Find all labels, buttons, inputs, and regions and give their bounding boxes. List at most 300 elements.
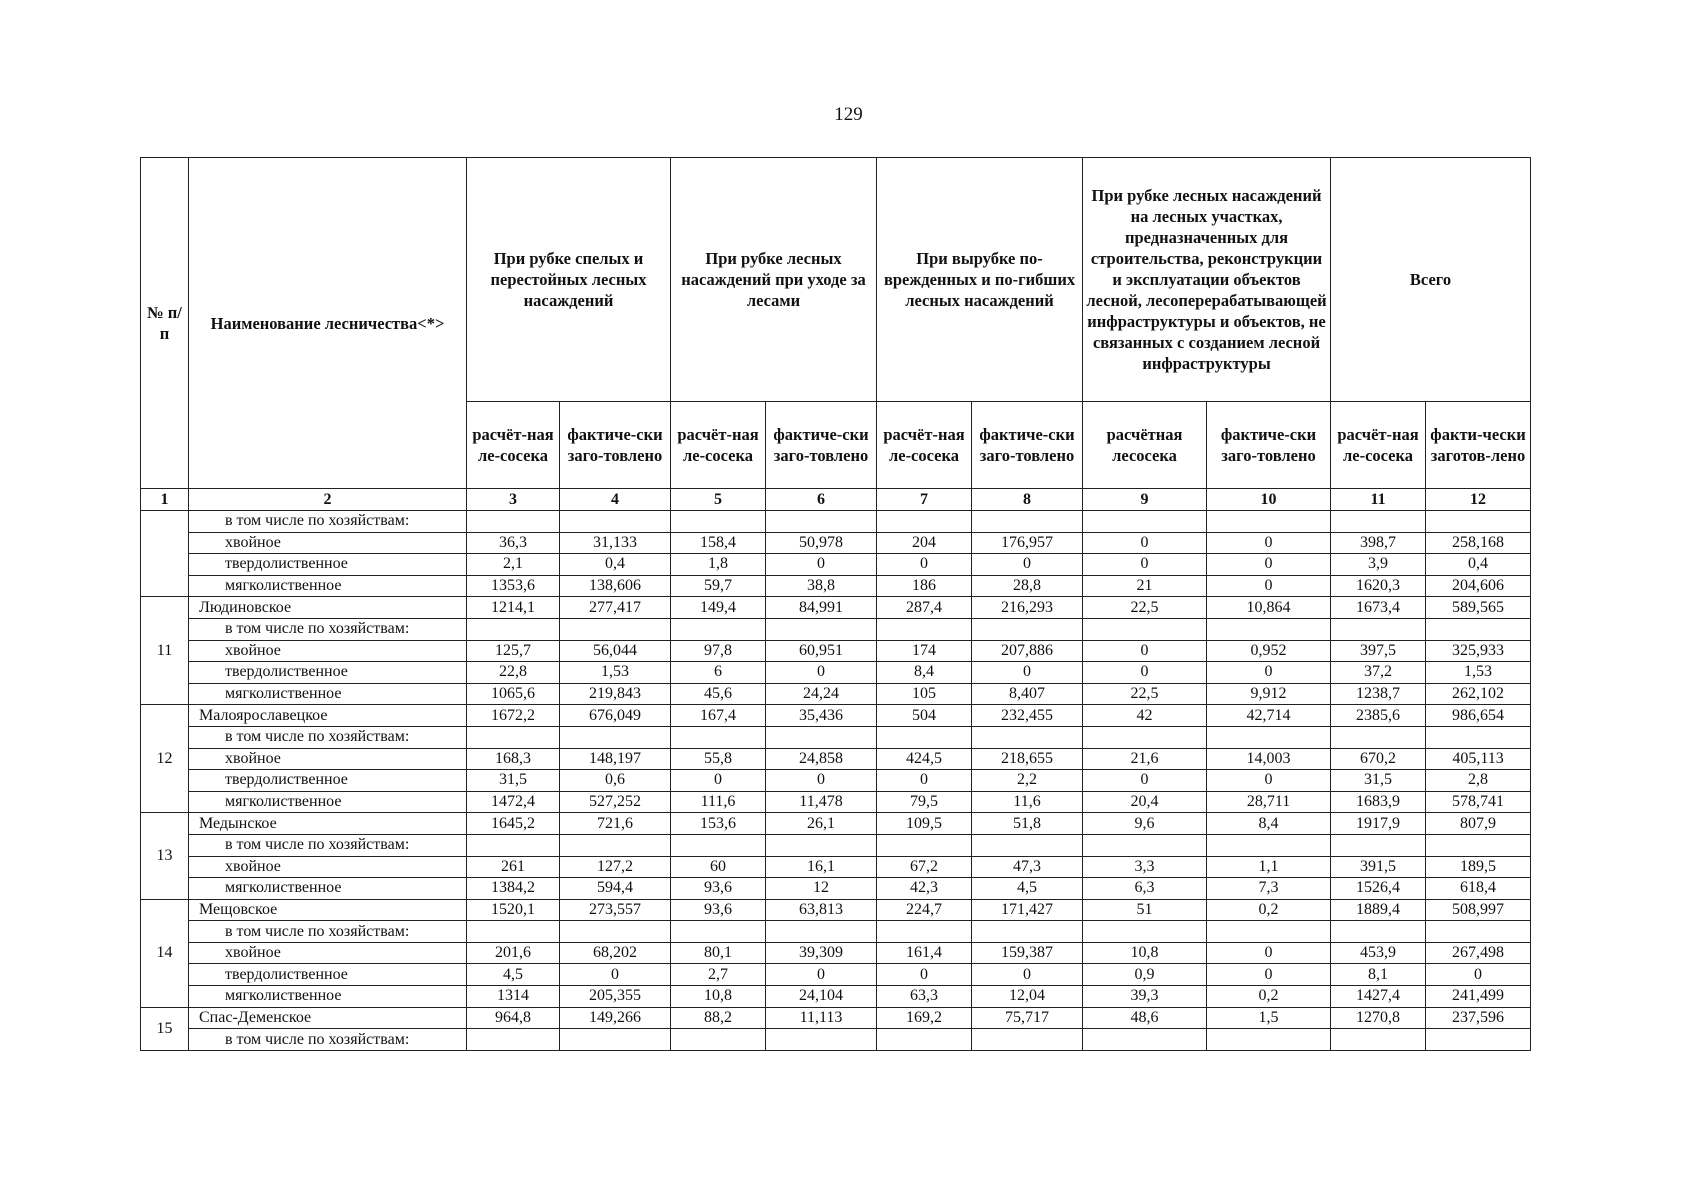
value-cell: 0: [877, 964, 972, 986]
value-cell: [766, 511, 877, 533]
value-cell: [1331, 511, 1426, 533]
value-cell: [1207, 511, 1331, 533]
value-cell: 79,5: [877, 791, 972, 813]
value-cell: 670,2: [1331, 748, 1426, 770]
value-cell: 50,978: [766, 532, 877, 554]
value-cell: 1673,4: [1331, 597, 1426, 619]
value-cell: 4,5: [972, 878, 1083, 900]
value-cell: 204,606: [1426, 575, 1531, 597]
value-cell: 153,6: [671, 813, 766, 835]
value-cell: 67,2: [877, 856, 972, 878]
value-cell: 807,9: [1426, 813, 1531, 835]
value-cell: 721,6: [560, 813, 671, 835]
forestry-name: мягколиственное: [189, 791, 467, 813]
value-cell: 105: [877, 683, 972, 705]
value-cell: 277,417: [560, 597, 671, 619]
value-cell: 171,427: [972, 899, 1083, 921]
forestry-name: Мещовское: [189, 899, 467, 921]
forestry-name: хвойное: [189, 532, 467, 554]
value-cell: 47,3: [972, 856, 1083, 878]
table-row: [141, 791, 1531, 813]
table-row: [141, 986, 1531, 1008]
value-cell: 0: [1207, 770, 1331, 792]
value-cell: 205,355: [560, 986, 671, 1008]
value-cell: [1331, 1029, 1426, 1051]
value-cell: [972, 921, 1083, 943]
value-cell: 31,5: [467, 770, 560, 792]
value-cell: 424,5: [877, 748, 972, 770]
page-number: 129: [834, 104, 863, 125]
value-cell: [877, 618, 972, 640]
value-cell: 207,886: [972, 640, 1083, 662]
value-cell: 1353,6: [467, 575, 560, 597]
value-cell: 405,113: [1426, 748, 1531, 770]
value-cell: 93,6: [671, 878, 766, 900]
value-cell: [467, 618, 560, 640]
value-cell: 508,997: [1426, 899, 1531, 921]
table-row: [141, 942, 1531, 964]
value-cell: 3,9: [1331, 554, 1426, 576]
value-cell: 16,1: [766, 856, 877, 878]
value-cell: 0: [972, 662, 1083, 684]
value-cell: [1083, 834, 1207, 856]
value-cell: 398,7: [1331, 532, 1426, 554]
value-cell: 159,387: [972, 942, 1083, 964]
value-cell: 28,711: [1207, 791, 1331, 813]
value-cell: [560, 921, 671, 943]
value-cell: 986,654: [1426, 705, 1531, 727]
forestry-name: твердолиственное: [189, 964, 467, 986]
value-cell: 11,478: [766, 791, 877, 813]
value-cell: [1083, 1029, 1207, 1051]
header-damaged-stands: При вырубке по-врежденных и по-гибших лесных насаждений: [877, 158, 1083, 402]
forestry-name: в том числе по хозяйствам:: [189, 511, 467, 533]
value-cell: [1207, 834, 1331, 856]
value-cell: 1384,2: [467, 878, 560, 900]
value-cell: 39,3: [1083, 986, 1207, 1008]
value-cell: 14,003: [1207, 748, 1331, 770]
value-cell: 28,8: [972, 575, 1083, 597]
value-cell: 0: [560, 964, 671, 986]
value-cell: [766, 1029, 877, 1051]
column-number: 9: [1083, 489, 1207, 511]
value-cell: 216,293: [972, 597, 1083, 619]
value-cell: 2,1: [467, 554, 560, 576]
value-cell: 1520,1: [467, 899, 560, 921]
forestry-name: мягколиственное: [189, 986, 467, 1008]
value-cell: 56,044: [560, 640, 671, 662]
value-cell: 31,5: [1331, 770, 1426, 792]
value-cell: 8,4: [877, 662, 972, 684]
subheader-calc-full: расчётная лесосека: [1083, 402, 1207, 489]
column-number: 5: [671, 489, 766, 511]
value-cell: 88,2: [671, 1007, 766, 1029]
value-cell: 68,202: [560, 942, 671, 964]
value-cell: [671, 618, 766, 640]
value-cell: [766, 726, 877, 748]
value-cell: 35,436: [766, 705, 877, 727]
value-cell: [1331, 618, 1426, 640]
value-cell: 31,133: [560, 532, 671, 554]
value-cell: [1083, 511, 1207, 533]
value-cell: 0: [1083, 640, 1207, 662]
value-cell: 453,9: [1331, 942, 1426, 964]
value-cell: 391,5: [1331, 856, 1426, 878]
table-row: [141, 597, 1531, 619]
value-cell: [1331, 726, 1426, 748]
header-ripe-stands: При рубке спелых и перестойных лесных насаждений: [467, 158, 671, 402]
row-number: 14: [141, 899, 189, 1007]
forestry-name: в том числе по хозяйствам:: [189, 921, 467, 943]
value-cell: 24,104: [766, 986, 877, 1008]
subheader-calc: расчёт-ная ле-сосека: [467, 402, 560, 489]
value-cell: 161,4: [877, 942, 972, 964]
table-row: [141, 878, 1531, 900]
value-cell: 0: [766, 770, 877, 792]
value-cell: 36,3: [467, 532, 560, 554]
forestry-name: хвойное: [189, 640, 467, 662]
value-cell: 84,991: [766, 597, 877, 619]
value-cell: 45,6: [671, 683, 766, 705]
value-cell: 0,4: [1426, 554, 1531, 576]
value-cell: 224,7: [877, 899, 972, 921]
value-cell: [1083, 921, 1207, 943]
value-cell: [972, 834, 1083, 856]
value-cell: 51: [1083, 899, 1207, 921]
value-cell: 0: [1207, 554, 1331, 576]
table-row: [141, 705, 1531, 727]
value-cell: 176,957: [972, 532, 1083, 554]
value-cell: [766, 921, 877, 943]
table-row: [141, 964, 1531, 986]
value-cell: 1526,4: [1331, 878, 1426, 900]
table-row: [141, 1007, 1531, 1029]
value-cell: 2,8: [1426, 770, 1531, 792]
value-cell: [766, 834, 877, 856]
value-cell: [467, 726, 560, 748]
column-number: 4: [560, 489, 671, 511]
value-cell: [467, 834, 560, 856]
column-number: 7: [877, 489, 972, 511]
value-cell: 22,5: [1083, 683, 1207, 705]
value-cell: 287,4: [877, 597, 972, 619]
value-cell: [1426, 726, 1531, 748]
value-cell: 75,717: [972, 1007, 1083, 1029]
value-cell: 0: [1207, 942, 1331, 964]
forestry-name: в том числе по хозяйствам:: [189, 1029, 467, 1051]
value-cell: [560, 618, 671, 640]
value-cell: 1,53: [560, 662, 671, 684]
value-cell: 158,4: [671, 532, 766, 554]
value-cell: 504: [877, 705, 972, 727]
forestry-name: в том числе по хозяйствам:: [189, 726, 467, 748]
value-cell: 1672,2: [467, 705, 560, 727]
value-cell: [972, 618, 1083, 640]
value-cell: 168,3: [467, 748, 560, 770]
value-cell: [1331, 921, 1426, 943]
value-cell: 24,858: [766, 748, 877, 770]
forestry-name: в том числе по хозяйствам:: [189, 618, 467, 640]
table-row: [141, 921, 1531, 943]
header-construction-plots: При рубке лесных насаждений на лесных участках, предназначенных для строительства, реконструкции и эксплуатации объектов лесной, лесоперерабатывающей инфраструктуры и объектов, не связанных с созданием лесной инфраструктуры: [1083, 158, 1331, 402]
value-cell: 8,407: [972, 683, 1083, 705]
subheader-calc: расчёт-ная ле-сосека: [671, 402, 766, 489]
value-cell: [972, 1029, 1083, 1051]
value-cell: [671, 834, 766, 856]
column-number: 8: [972, 489, 1083, 511]
value-cell: 267,498: [1426, 942, 1531, 964]
forestry-name: Медынское: [189, 813, 467, 835]
value-cell: [1083, 726, 1207, 748]
value-cell: 51,8: [972, 813, 1083, 835]
value-cell: [671, 921, 766, 943]
value-cell: 0,2: [1207, 986, 1331, 1008]
header-care-logging: При рубке лесных насаждений при уходе за лесами: [671, 158, 877, 402]
value-cell: 11,6: [972, 791, 1083, 813]
value-cell: [1207, 618, 1331, 640]
value-cell: 0: [1083, 532, 1207, 554]
value-cell: 63,813: [766, 899, 877, 921]
subheader-fact: фактиче-ски заго-товлено: [766, 402, 877, 489]
value-cell: 189,5: [1426, 856, 1531, 878]
value-cell: 273,557: [560, 899, 671, 921]
column-number: 11: [1331, 489, 1426, 511]
subheader-fact-total: факти-чески заготов-лено: [1426, 402, 1531, 489]
header-row-number: № п/п: [141, 158, 189, 489]
value-cell: 0: [766, 964, 877, 986]
value-cell: 218,655: [972, 748, 1083, 770]
value-cell: 0,952: [1207, 640, 1331, 662]
logging-volume-table: [140, 157, 1531, 1051]
value-cell: 241,499: [1426, 986, 1531, 1008]
row-number: [141, 511, 189, 597]
value-cell: 111,6: [671, 791, 766, 813]
value-cell: 148,197: [560, 748, 671, 770]
column-number: 12: [1426, 489, 1531, 511]
value-cell: 3,3: [1083, 856, 1207, 878]
table-row: [141, 770, 1531, 792]
value-cell: 21,6: [1083, 748, 1207, 770]
value-cell: 186: [877, 575, 972, 597]
value-cell: 37,2: [1331, 662, 1426, 684]
value-cell: 127,2: [560, 856, 671, 878]
value-cell: 1,1: [1207, 856, 1331, 878]
value-cell: 0,6: [560, 770, 671, 792]
value-cell: 12,04: [972, 986, 1083, 1008]
column-number: 10: [1207, 489, 1331, 511]
value-cell: 48,6: [1083, 1007, 1207, 1029]
value-cell: 1,53: [1426, 662, 1531, 684]
value-cell: 676,049: [560, 705, 671, 727]
value-cell: 1683,9: [1331, 791, 1426, 813]
value-cell: 325,933: [1426, 640, 1531, 662]
value-cell: 262,102: [1426, 683, 1531, 705]
value-cell: 4,5: [467, 964, 560, 986]
value-cell: 0: [671, 770, 766, 792]
value-cell: 9,912: [1207, 683, 1331, 705]
value-cell: 527,252: [560, 791, 671, 813]
value-cell: 21: [1083, 575, 1207, 597]
value-cell: 60,951: [766, 640, 877, 662]
value-cell: [1426, 921, 1531, 943]
value-cell: 578,741: [1426, 791, 1531, 813]
value-cell: 964,8: [467, 1007, 560, 1029]
value-cell: 397,5: [1331, 640, 1426, 662]
row-number: 12: [141, 705, 189, 813]
column-number: 1: [141, 489, 189, 511]
value-cell: 594,4: [560, 878, 671, 900]
value-cell: [1207, 726, 1331, 748]
value-cell: 0: [972, 554, 1083, 576]
forestry-name: мягколиственное: [189, 575, 467, 597]
value-cell: 22,5: [1083, 597, 1207, 619]
value-cell: 7,3: [1207, 878, 1331, 900]
value-cell: 11,113: [766, 1007, 877, 1029]
value-cell: 261: [467, 856, 560, 878]
value-cell: 0: [1207, 964, 1331, 986]
value-cell: [1207, 921, 1331, 943]
value-cell: 42: [1083, 705, 1207, 727]
value-cell: 237,596: [1426, 1007, 1531, 1029]
value-cell: 2,7: [671, 964, 766, 986]
subheader-fact: фактиче-ски заго-товлено: [972, 402, 1083, 489]
table-row: [141, 726, 1531, 748]
value-cell: 1238,7: [1331, 683, 1426, 705]
value-cell: 10,864: [1207, 597, 1331, 619]
value-cell: 0: [1083, 554, 1207, 576]
value-cell: 219,843: [560, 683, 671, 705]
value-cell: 63,3: [877, 986, 972, 1008]
table-row: [141, 899, 1531, 921]
value-cell: [560, 834, 671, 856]
forestry-name: в том числе по хозяйствам:: [189, 834, 467, 856]
value-cell: 6: [671, 662, 766, 684]
value-cell: 0,4: [560, 554, 671, 576]
column-number: 6: [766, 489, 877, 511]
value-cell: [972, 511, 1083, 533]
value-cell: 1427,4: [1331, 986, 1426, 1008]
value-cell: [467, 1029, 560, 1051]
row-number: 15: [141, 1007, 189, 1050]
column-number: 2: [189, 489, 467, 511]
value-cell: 2385,6: [1331, 705, 1426, 727]
value-cell: [766, 618, 877, 640]
value-cell: 8,4: [1207, 813, 1331, 835]
value-cell: 0,9: [1083, 964, 1207, 986]
table-row: [141, 748, 1531, 770]
value-cell: 20,4: [1083, 791, 1207, 813]
value-cell: 0,2: [1207, 899, 1331, 921]
value-cell: 0: [766, 554, 877, 576]
table-row: [141, 618, 1531, 640]
value-cell: [671, 726, 766, 748]
value-cell: [467, 921, 560, 943]
forestry-name: твердолиственное: [189, 770, 467, 792]
value-cell: 589,565: [1426, 597, 1531, 619]
table-row: [141, 532, 1531, 554]
value-cell: 0: [1207, 575, 1331, 597]
table-row: [141, 575, 1531, 597]
table-row: [141, 834, 1531, 856]
value-cell: 38,8: [766, 575, 877, 597]
value-cell: 42,714: [1207, 705, 1331, 727]
value-cell: 0: [1083, 770, 1207, 792]
value-cell: 22,8: [467, 662, 560, 684]
value-cell: [877, 726, 972, 748]
value-cell: 9,6: [1083, 813, 1207, 835]
table-row: [141, 813, 1531, 835]
row-number: 11: [141, 597, 189, 705]
value-cell: 0: [877, 554, 972, 576]
table-row: [141, 1029, 1531, 1051]
forestry-name: Спас-Деменское: [189, 1007, 467, 1029]
value-cell: [1083, 618, 1207, 640]
value-cell: 174: [877, 640, 972, 662]
value-cell: 1645,2: [467, 813, 560, 835]
forestry-name: Малоярославецкое: [189, 705, 467, 727]
value-cell: 0: [766, 662, 877, 684]
value-cell: 618,4: [1426, 878, 1531, 900]
value-cell: 1472,4: [467, 791, 560, 813]
value-cell: 204: [877, 532, 972, 554]
value-cell: [972, 726, 1083, 748]
table-row: [141, 662, 1531, 684]
value-cell: [1426, 834, 1531, 856]
value-cell: [671, 1029, 766, 1051]
value-cell: 8,1: [1331, 964, 1426, 986]
value-cell: 60: [671, 856, 766, 878]
table-row: [141, 554, 1531, 576]
value-cell: 1214,1: [467, 597, 560, 619]
forestry-name: твердолиственное: [189, 662, 467, 684]
table-row: [141, 511, 1531, 533]
value-cell: 0: [1207, 532, 1331, 554]
value-cell: 24,24: [766, 683, 877, 705]
value-cell: 0: [1207, 662, 1331, 684]
value-cell: 0: [1083, 662, 1207, 684]
forestry-name: хвойное: [189, 748, 467, 770]
forestry-name: хвойное: [189, 942, 467, 964]
value-cell: 1620,3: [1331, 575, 1426, 597]
forestry-name: Людиновское: [189, 597, 467, 619]
value-cell: [671, 511, 766, 533]
value-cell: 0: [1426, 964, 1531, 986]
forestry-name: твердолиственное: [189, 554, 467, 576]
value-cell: 39,309: [766, 942, 877, 964]
value-cell: 149,266: [560, 1007, 671, 1029]
header-total: Всего: [1331, 158, 1531, 402]
value-cell: 167,4: [671, 705, 766, 727]
subheader-fact: фактиче-ски заго-товлено: [560, 402, 671, 489]
value-cell: [1426, 618, 1531, 640]
value-cell: 232,455: [972, 705, 1083, 727]
value-cell: [1426, 511, 1531, 533]
value-cell: 1917,9: [1331, 813, 1426, 835]
value-cell: 26,1: [766, 813, 877, 835]
value-cell: 201,6: [467, 942, 560, 964]
subheader-calc: расчёт-ная ле-сосека: [1331, 402, 1426, 489]
value-cell: 0: [972, 964, 1083, 986]
value-cell: 1889,4: [1331, 899, 1426, 921]
value-cell: 1,8: [671, 554, 766, 576]
table-row: [141, 640, 1531, 662]
value-cell: 1270,8: [1331, 1007, 1426, 1029]
value-cell: 59,7: [671, 575, 766, 597]
value-cell: 258,168: [1426, 532, 1531, 554]
value-cell: [877, 511, 972, 533]
table-row: [141, 683, 1531, 705]
value-cell: [560, 726, 671, 748]
